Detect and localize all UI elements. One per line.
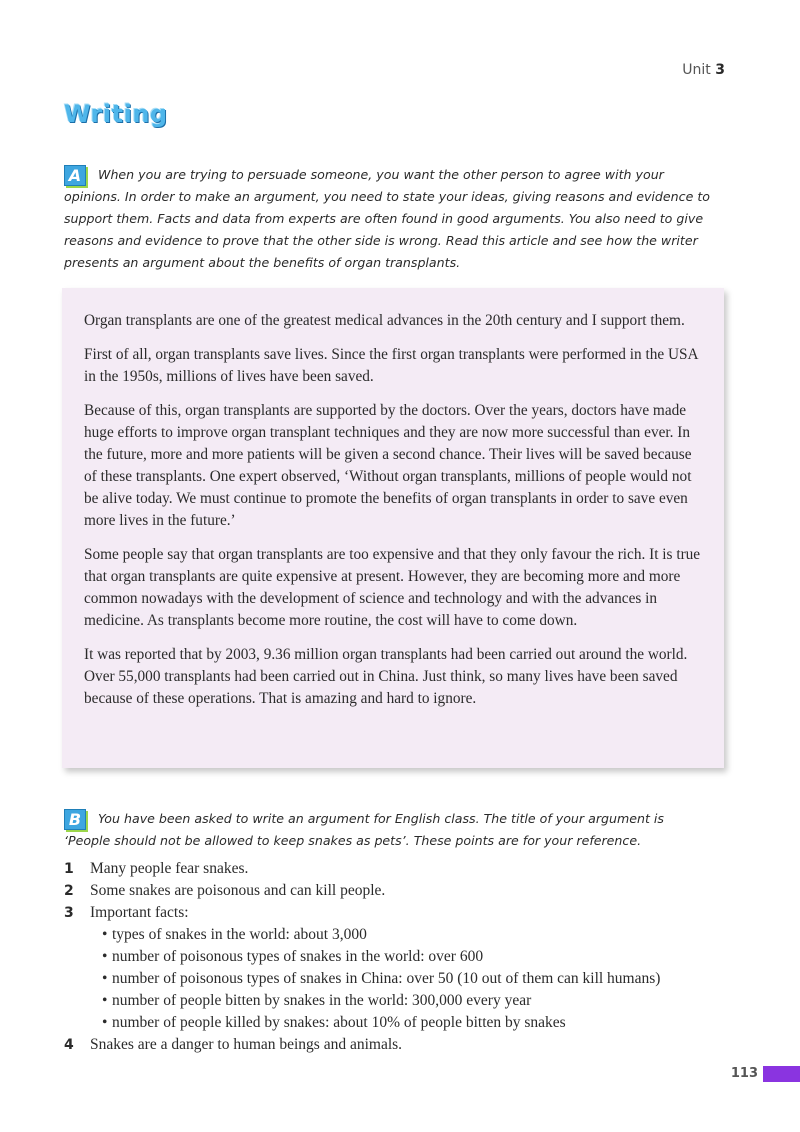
task-a-instruction: When you are trying to persuade someone, you want the other person to agree with your opinions. In order to make an argument, you need to state your ideas, giving reasons and evidence to support them. Facts and data from experts are often found in good arguments. You also need to give reasons and evidence to prove that the other side is wrong. Read this article and see how the writer presents an argument about the benefits of organ transplants. bbox=[64, 167, 710, 270]
task-a-badge: A bbox=[64, 165, 86, 186]
point-text: Snakes are a danger to human beings and animals. bbox=[90, 1036, 403, 1053]
bullet-icon: • bbox=[102, 926, 108, 943]
article-paragraph: Because of this, organ transplants are supported by the doctors. Over the years, doctors have made huge efforts to improve organ transplant techniques and they are now more successful than ever. In the future, more and more patients will be given a second chance. Their lives will be saved because of these transplants. One expert observed, ‘Without organ transplants, millions of people would not be alive today. We must continue to promote the benefits of organ transplants in order to save even more lives in the future.’ bbox=[84, 402, 692, 529]
point-number: 2 bbox=[64, 883, 74, 899]
fact-item bbox=[64, 946, 744, 968]
bullet-icon: • bbox=[102, 970, 108, 987]
article-paragraph: Organ transplants are one of the greatest medical advances in the 20th century and I support them. bbox=[84, 312, 685, 329]
bullet-icon: • bbox=[102, 992, 108, 1009]
fact-item bbox=[64, 924, 744, 946]
fact-text: number of people bitten by snakes in the world: 300,000 every year bbox=[112, 992, 532, 1009]
bullet-icon: • bbox=[102, 1014, 108, 1031]
task-a-instruction-block bbox=[64, 164, 724, 274]
unit-number: 3 bbox=[715, 62, 725, 78]
fact-item bbox=[64, 990, 744, 1012]
point-item bbox=[64, 880, 744, 902]
unit-word: Unit bbox=[682, 62, 711, 78]
point-text: Many people fear snakes. bbox=[90, 860, 249, 877]
point-text: Some snakes are poisonous and can kill people. bbox=[90, 882, 386, 899]
task-b-instruction-block bbox=[64, 808, 704, 852]
fact-text: number of people killed by snakes: about 10% of people bitten by snakes bbox=[112, 1014, 566, 1031]
point-number: 3 bbox=[64, 905, 74, 921]
article-paragraph: First of all, organ transplants save lives. Since the first organ transplants were performed in the USA in the 1950s, millions of lives have been saved. bbox=[84, 346, 698, 385]
fact-text: number of poisonous types of snakes in China: over 50 (10 out of them can kill humans) bbox=[112, 970, 661, 987]
point-text: Important facts: bbox=[90, 904, 189, 921]
point-item bbox=[64, 858, 744, 880]
page-tab-bar bbox=[763, 1066, 800, 1082]
fact-text: types of snakes in the world: about 3,000 bbox=[112, 926, 367, 943]
task-b-instruction: You have been asked to write an argument for English class. The title of your argument is ‘People should not be allowed to keep snakes as pets’. These points are for your reference. bbox=[64, 811, 664, 848]
fact-item bbox=[64, 1012, 744, 1034]
point-item bbox=[64, 902, 744, 924]
bullet-icon: • bbox=[102, 948, 108, 965]
reference-points-list bbox=[64, 858, 744, 1056]
article-paragraph: It was reported that by 2003, 9.36 million organ transplants had been carried out around the world. Over 55,000 transplants had been carried out in China. Just think, so many lives have been saved because of these operations. That is amazing and hard to ignore. bbox=[84, 646, 688, 707]
page-number: 113 bbox=[730, 1066, 758, 1081]
fact-item bbox=[64, 968, 744, 990]
article-paragraph: Some people say that organ transplants are too expensive and that they only favour the rich. It is true that organ transplants are quite expensive at present. However, they are becoming more and more common nowadays with the development of science and technology and with the advances in medicine. As transplants become more routine, the cost will have to come down. bbox=[84, 546, 701, 629]
section-title: Writing bbox=[64, 100, 168, 128]
point-item bbox=[64, 1034, 744, 1056]
article-box bbox=[62, 288, 724, 768]
point-number: 4 bbox=[64, 1037, 74, 1053]
unit-label bbox=[682, 62, 725, 78]
task-b-badge: B bbox=[64, 809, 86, 830]
fact-text: number of poisonous types of snakes in the world: over 600 bbox=[112, 948, 484, 965]
point-number: 1 bbox=[64, 861, 74, 877]
